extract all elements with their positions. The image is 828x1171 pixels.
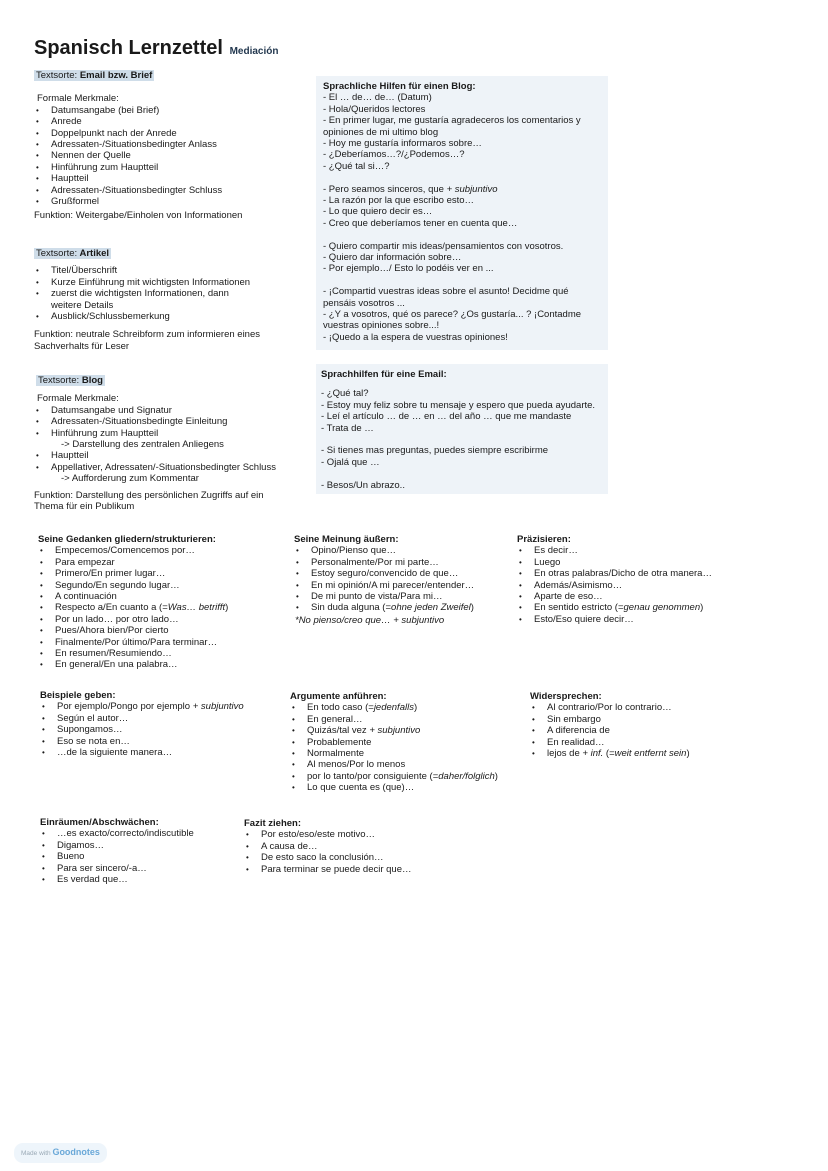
list-item: • Aparte de eso…: [517, 591, 712, 602]
list-item: • lejos de + inf. (=weit entfernt sein): [530, 748, 690, 759]
heading-name: Artikel: [79, 248, 110, 259]
phrase-list: [290, 702, 498, 793]
goodnotes-logo: Goodnotes: [52, 1147, 100, 1157]
blog-help-box: [316, 76, 608, 350]
section-title: Argumente anführen:: [290, 691, 387, 702]
list-item: • zuerst die wichtigsten Informationen, dann: [34, 288, 304, 299]
list-item: • A diferencia de: [530, 725, 690, 736]
section-title: Seine Gedanken gliedern/strukturieren:: [38, 534, 216, 545]
phrase-line: - Besos/Un abrazo..: [321, 479, 405, 491]
function-text: Thema für ein Publikum: [34, 501, 135, 513]
list-item: • Supongamos…: [40, 724, 244, 735]
phrase-line: vuestras opiniones sobre...!: [323, 320, 440, 332]
item-text: lejos de: [547, 748, 580, 760]
section-beispiele: [40, 690, 244, 758]
made-with-label: Made with: [21, 1150, 51, 1157]
list-item: • Segundo/En segundo lugar…: [38, 580, 228, 591]
list-item: • A causa de…: [244, 841, 412, 852]
phrase-line: - Leí el artículo … de … en … del año … que me mandaste: [321, 411, 572, 423]
item-text: Sin duda alguna (=: [311, 602, 392, 614]
list-item: • Hauptteil: [34, 450, 304, 461]
phrase-line: - Hoy me gustaría informaros sobre…: [323, 138, 482, 150]
list-item: • Probablemente: [290, 737, 498, 748]
list-item-continued: weitere Details: [51, 299, 114, 311]
section-gedanken: [38, 534, 228, 671]
phrase-text: - Pero seamos sinceros, que: [323, 183, 444, 195]
section-heading: [34, 375, 304, 386]
list-subitem: -> Aufforderung zum Kommentar: [61, 473, 199, 485]
intro-text: Formale Merkmale:: [37, 393, 119, 405]
list-item: • Al contrario/Por lo contrario…: [530, 702, 690, 713]
phrase-line: - Por ejemplo…/ Esto lo podéis ver en ...: [323, 263, 494, 275]
section-email: [34, 70, 304, 222]
item-emphasis: daher/folglich: [438, 770, 495, 782]
list-item: • Estoy seguro/convencido de que…: [294, 568, 474, 579]
section-artikel: [34, 248, 304, 352]
item-emphasis: + subjuntivo: [369, 725, 421, 737]
item-emphasis: + inf.: [582, 748, 604, 760]
list-item: • Esto/Eso quiere decir…: [517, 614, 712, 625]
section-heading: [34, 248, 304, 259]
list-item: • Hauptteil: [34, 173, 304, 184]
list-item: • Adressaten-/Situationsbedingter Schluss: [34, 185, 304, 196]
section-argumente: [290, 691, 498, 794]
list-item: • Primero/En primer lugar…: [38, 568, 228, 579]
phrase-line: - ¿Y a vosotros, qué os parece? ¿Os gustaría... ? ¡Contadme: [323, 309, 582, 321]
list-item: • Según el autor…: [40, 713, 244, 724]
list-item: • Es decir…: [517, 545, 712, 556]
phrase-line: - Quiero compartir mis ideas/pensamientos con vosotros.: [323, 240, 564, 252]
item-text: En todo caso (=: [307, 702, 374, 714]
phrase-list: [294, 545, 474, 613]
section-title: Widersprechen:: [530, 691, 602, 702]
section-widersprechen: [530, 691, 690, 759]
list-item: • …es exacto/correcto/indiscutible: [40, 828, 194, 839]
phrase-line: - El … de… de… (Datum): [323, 92, 432, 104]
list-item: • Datumsangabe (bei Brief): [34, 105, 304, 116]
list-item: • Hinführung zum Hauptteil: [34, 162, 304, 173]
list-item: • En sentido estricto (=genau genommen): [517, 602, 712, 613]
section-title: Seine Meinung äußern:: [294, 534, 399, 545]
phrase-list: [38, 545, 228, 670]
item-emphasis: weit entfernt sein: [614, 748, 687, 760]
list-item: • Sin embargo: [530, 714, 690, 725]
page-subtitle: Mediación: [229, 46, 279, 57]
intro-text: Formale Merkmale:: [37, 93, 119, 105]
section-einraeumen: [40, 817, 194, 885]
phrase-line: - ¡Quedo a la espera de vuestras opiniones!: [323, 331, 508, 343]
phrase-line: - Trata de …: [321, 422, 374, 434]
section-praezisieren: [517, 534, 712, 625]
list-item: • De mi punto de vista/Para mi…: [294, 591, 474, 602]
list-item: • Hinführung zum Hauptteil: [34, 428, 304, 439]
phrase-line: - Hola/Queridos lectores: [323, 103, 426, 115]
list-item: • Personalmente/Por mi parte…: [294, 557, 474, 568]
section-title: Präzisieren:: [517, 534, 571, 545]
list-item: • Por un lado… por otro lado…: [38, 614, 228, 625]
phrase-line: - Quiero dar información sobre…: [323, 252, 462, 264]
section-fazit: [244, 818, 412, 875]
item-text: En sentido estricto (=: [534, 602, 624, 614]
list-item: • Appellativer, Adressaten/-Situationsbedingter Schluss: [34, 462, 304, 473]
list-item: • En general…: [290, 714, 498, 725]
section-title: Beispiele geben:: [40, 690, 116, 701]
list-item: • Opino/Pienso que…: [294, 545, 474, 556]
list-item: • Al menos/Por lo menos: [290, 759, 498, 770]
phrase-line: - Lo que quiero decir es…: [323, 206, 433, 218]
list-item: • Adressaten-/Situationsbedingter Anlass: [34, 139, 304, 150]
phrase-line: - Si tienes mas preguntas, puedes siempre escribirme: [321, 445, 549, 457]
list-item: • A continuación: [38, 591, 228, 602]
list-item: • En realidad…: [530, 737, 690, 748]
phrase-list: [40, 701, 244, 758]
list-item: • Kurze Einführung mit wichtigsten Informationen: [34, 277, 304, 288]
list-item: • Normalmente: [290, 748, 498, 759]
section-heading: [34, 70, 304, 81]
phrase-list: [517, 545, 712, 625]
feature-list: [34, 405, 304, 485]
list-item: • Finalmente/Por último/Para terminar…: [38, 637, 228, 648]
phrase-line: - ¿Deberíamos…?/¿Podemos…?: [323, 149, 465, 161]
page-header: [34, 36, 278, 60]
phrase-list: [530, 702, 690, 759]
heading-label: Textsorte:: [38, 375, 80, 386]
list-item: • Anrede: [34, 116, 304, 127]
list-item: • por lo tanto/por consiguiente (=daher/folglich): [290, 771, 498, 782]
phrase-line: - ¡Compartid vuestras ideas sobre el asunto! Decidme qué: [323, 286, 569, 298]
list-item: • Luego: [517, 557, 712, 568]
phrase-line: - En primer lugar, me gustaría agradeceros los comentarios y: [323, 115, 581, 127]
goodnotes-badge[interactable]: [14, 1143, 107, 1163]
phrase-line: - La razón por la que escribo esto…: [323, 195, 475, 207]
section-title: Einräumen/Abschwächen:: [40, 817, 159, 828]
page-title: Spanisch Lernzettel: [34, 37, 223, 59]
list-item: • Adressaten-/Situationsbedingte Einleitung: [34, 416, 304, 427]
list-item: • Titel/Überschrift: [34, 265, 304, 276]
list-item: • De esto saco la conclusión…: [244, 852, 412, 863]
list-item: [40, 701, 244, 712]
list-item: • Por esto/eso/este motivo…: [244, 829, 412, 840]
phrase-line: [323, 184, 608, 195]
list-item: • En otras palabras/Dicho de otra manera…: [517, 568, 712, 579]
email-help-box: [316, 364, 608, 494]
section-blog: [34, 375, 304, 512]
list-item: • En general/En una palabra…: [38, 659, 228, 670]
feature-list: [34, 265, 304, 322]
list-item: • Grußformel: [34, 196, 304, 207]
item-text: por lo tanto/por consiguiente (=: [307, 770, 439, 782]
list-item: • Además/Asimismo…: [517, 580, 712, 591]
list-item: • Bueno: [40, 851, 194, 862]
item-emphasis: Was… betrifft: [167, 602, 226, 614]
phrase-line: - ¿Qué tal si…?: [323, 160, 390, 172]
phrase-list: [40, 828, 194, 885]
list-item: [290, 725, 498, 736]
list-item: • Lo que cuenta es (que)…: [290, 782, 498, 793]
list-item: • Digamos…: [40, 840, 194, 851]
phrase-line: - Ojalá que …: [321, 456, 380, 468]
phrase-emphasis: + subjuntivo: [446, 183, 498, 195]
phrase-line: - Creo que deberíamos tener en cuenta que…: [323, 217, 518, 229]
box-title: Sprachhilfen für eine Email:: [321, 369, 447, 380]
item-text: Por ejemplo/Pongo por ejemplo: [57, 701, 191, 713]
heading-label: Textsorte:: [36, 70, 78, 81]
list-item: • En resumen/Resumiendo…: [38, 648, 228, 659]
item-emphasis: ohne jeden Zweifel: [391, 602, 471, 614]
phrase-line: - ¿Qué tal?: [321, 388, 369, 400]
item-text: Quizás/tal vez: [307, 725, 367, 737]
list-item: • Nennen der Quelle: [34, 150, 304, 161]
phrase-line: pensáis vosotros ...: [323, 297, 405, 309]
list-item: • Para terminar se puede decir que…: [244, 864, 412, 875]
list-item: • Respecto a/En cuanto a (=Was… betrifft): [38, 602, 228, 613]
list-item: • Pues/Ahora bien/Por cierto: [38, 625, 228, 636]
list-item: • En mi opinión/A mi parecer/entender…: [294, 580, 474, 591]
list-item: • Empecemos/Comencemos por…: [38, 545, 228, 556]
phrase-list: [244, 829, 412, 875]
function-text: Funktion: Weitergabe/Einholen von Informationen: [34, 210, 243, 222]
list-subitem: -> Darstellung des zentralen Anliegens: [61, 439, 224, 451]
list-item: • Doppelpunkt nach der Anrede: [34, 128, 304, 139]
list-item: • Para ser sincero/-a…: [40, 863, 194, 874]
phrase-line: opiniones de mi ultimo blog: [323, 126, 439, 138]
item-emphasis: + subjuntivo: [192, 701, 244, 713]
box-title: Sprachliche Hilfen für einen Blog:: [323, 81, 476, 92]
list-item: • Es verdad que…: [40, 874, 194, 885]
list-item: • En todo caso (=jedenfalls): [290, 702, 498, 713]
heading-label: Textsorte:: [36, 248, 78, 259]
heading-name: Email bzw. Brief: [79, 70, 153, 81]
item-emphasis: jedenfalls: [373, 702, 414, 714]
section-meinung: [294, 534, 474, 626]
list-item: • Ausblick/Schlussbemerkung: [34, 311, 304, 322]
list-item: • Eso se nota en…: [40, 736, 244, 747]
function-text: Sachverhalts für Leser: [34, 340, 130, 352]
list-item: • Para empezar: [38, 557, 228, 568]
item-text: Respecto a/En cuanto a (=: [55, 602, 168, 614]
note-text: *No pienso/creo que… + subjuntivo: [295, 614, 445, 626]
feature-list: [34, 105, 304, 208]
phrase-line: - Estoy muy feliz sobre tu mensaje y espero que pueda ayudarte.: [321, 399, 596, 411]
item-emphasis: genau genommen: [623, 602, 701, 614]
list-item: • Datumsangabe und Signatur: [34, 405, 304, 416]
list-item: • Sin duda alguna (=ohne jeden Zweifel): [294, 602, 474, 613]
function-text: Funktion: Darstellung des persönlichen Zugriffs auf ein: [34, 489, 264, 501]
section-title: Fazit ziehen:: [244, 818, 302, 829]
function-text: Funktion: neutrale Schreibform zum informieren eines: [34, 329, 260, 341]
heading-name: Blog: [81, 375, 103, 386]
list-item: • …de la siguiente manera…: [40, 747, 244, 758]
